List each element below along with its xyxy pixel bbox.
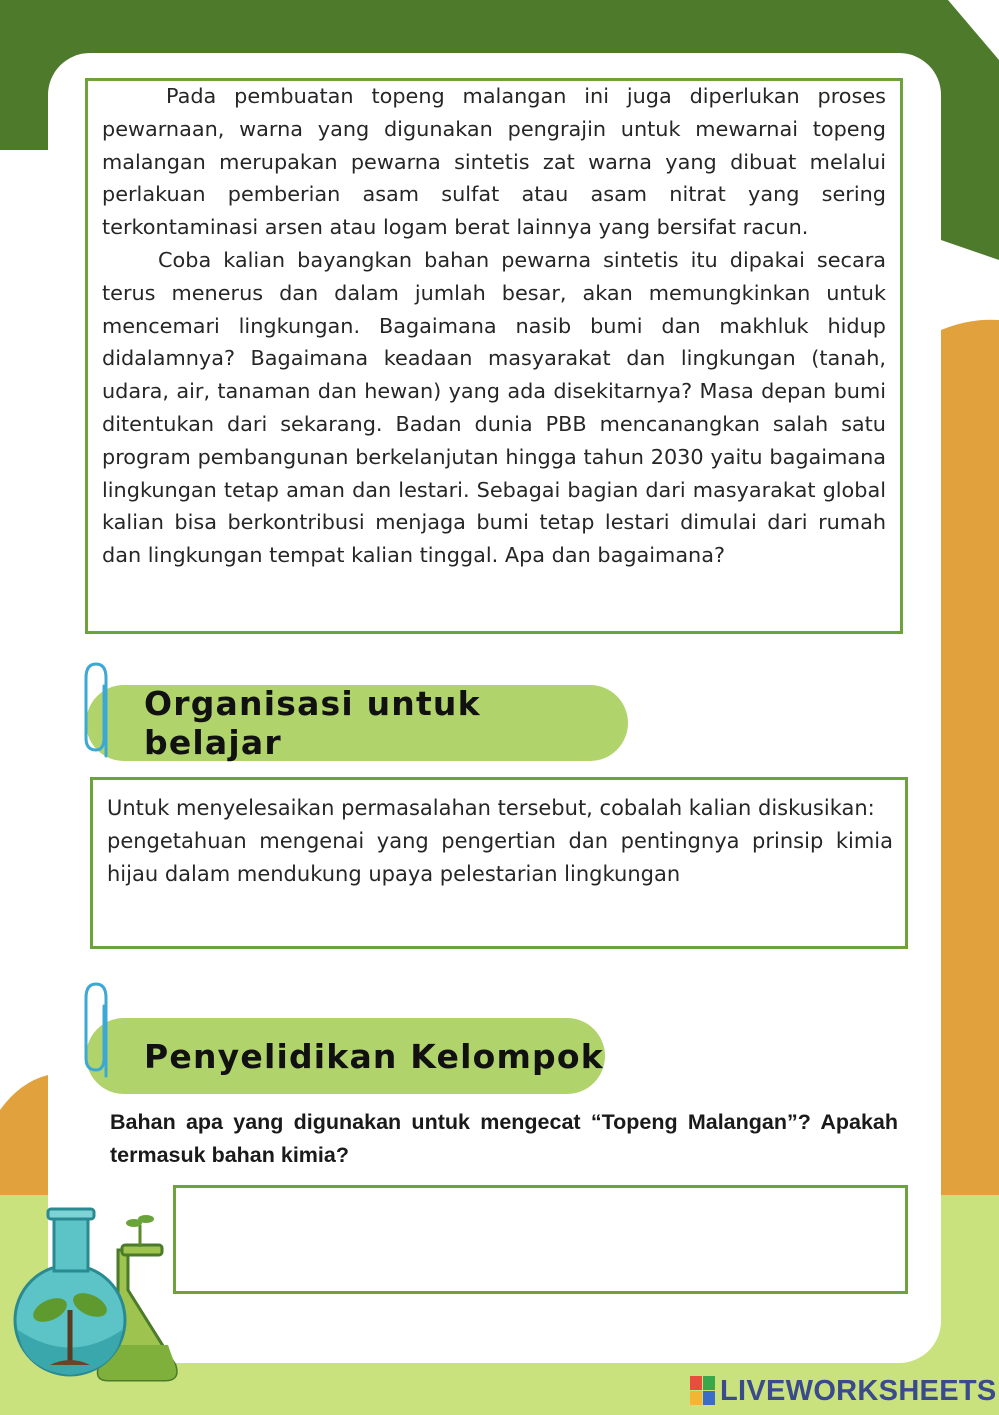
reading-paragraph-1: Pada pembuatan topeng malangan ini juga diperlukan proses pewarnaan, warna yang digunakan pengrajin untuk mewarnai topeng malangan merupakan pewarna sintetis zat warna yang dibuat melalui perlakuan pemberian asam sulfat atau asam nitrat yang sering terkontaminasi arsen atau logam berat lainnya yang bersifat racun. <box>102 84 886 240</box>
paperclip-icon <box>82 980 116 1078</box>
reading-box <box>85 78 903 634</box>
chemistry-flask-icon <box>10 1205 190 1390</box>
brand-name: LIVEWORKSHEETS <box>720 1374 997 1407</box>
liveworksheets-logo <box>690 1374 997 1408</box>
section-title-penyelidikan: Penyelidikan Kelompok <box>144 1036 604 1076</box>
section-title-organisasi: Organisasi untuk belajar <box>144 684 481 762</box>
discussion-instruction: Untuk menyelesaikan permasalahan tersebut, cobalah kalian diskusikan: <box>107 796 875 820</box>
discussion-topic: pengetahuan mengenai yang pengertian dan pentingnya prinsip kimia hijau dalam mendukung upaya pelestarian lingkungan <box>107 828 893 886</box>
paperclip-icon <box>82 660 116 758</box>
discussion-box <box>90 777 908 949</box>
investigation-question: Bahan apa yang digunakan untuk mengecat “Topeng Malangan”? Apakah termasuk bahan kimia? <box>110 1110 898 1167</box>
section-header-penyelidikan <box>86 1018 605 1094</box>
answer-input[interactable] <box>173 1185 908 1294</box>
reading-paragraph-2: Coba kalian bayangkan bahan pewarna sintetis itu dipakai secara terus menerus dan dalam jumlah besar, akan memungkinkan untuk mencemari lingkungan. Bagaimana nasib bumi dan makhluk hidup didalamnya? Bagaimana keadaan masyarakat dan lingkungan (tanah, udara, air, tanaman dan hewan) yang ada disekitarnya? Masa depan bumi ditentukan dari sekarang. Badan dunia PBB mencanangkan salah satu program pembangunan berkelanjutan hingga tahun 2030 yaitu bagaimana lingkungan tetap aman dan lestari. Sebagai bagian dari masyarakat global kalian bisa berkontribusi menjaga bumi tetap lestari dimulai dari rumah dan lingkungan tempat kalian tinggal. Apa dan bagaimana? <box>102 247 886 568</box>
section-header-organisasi <box>86 685 628 761</box>
liveworksheets-logo-icon <box>690 1376 716 1406</box>
